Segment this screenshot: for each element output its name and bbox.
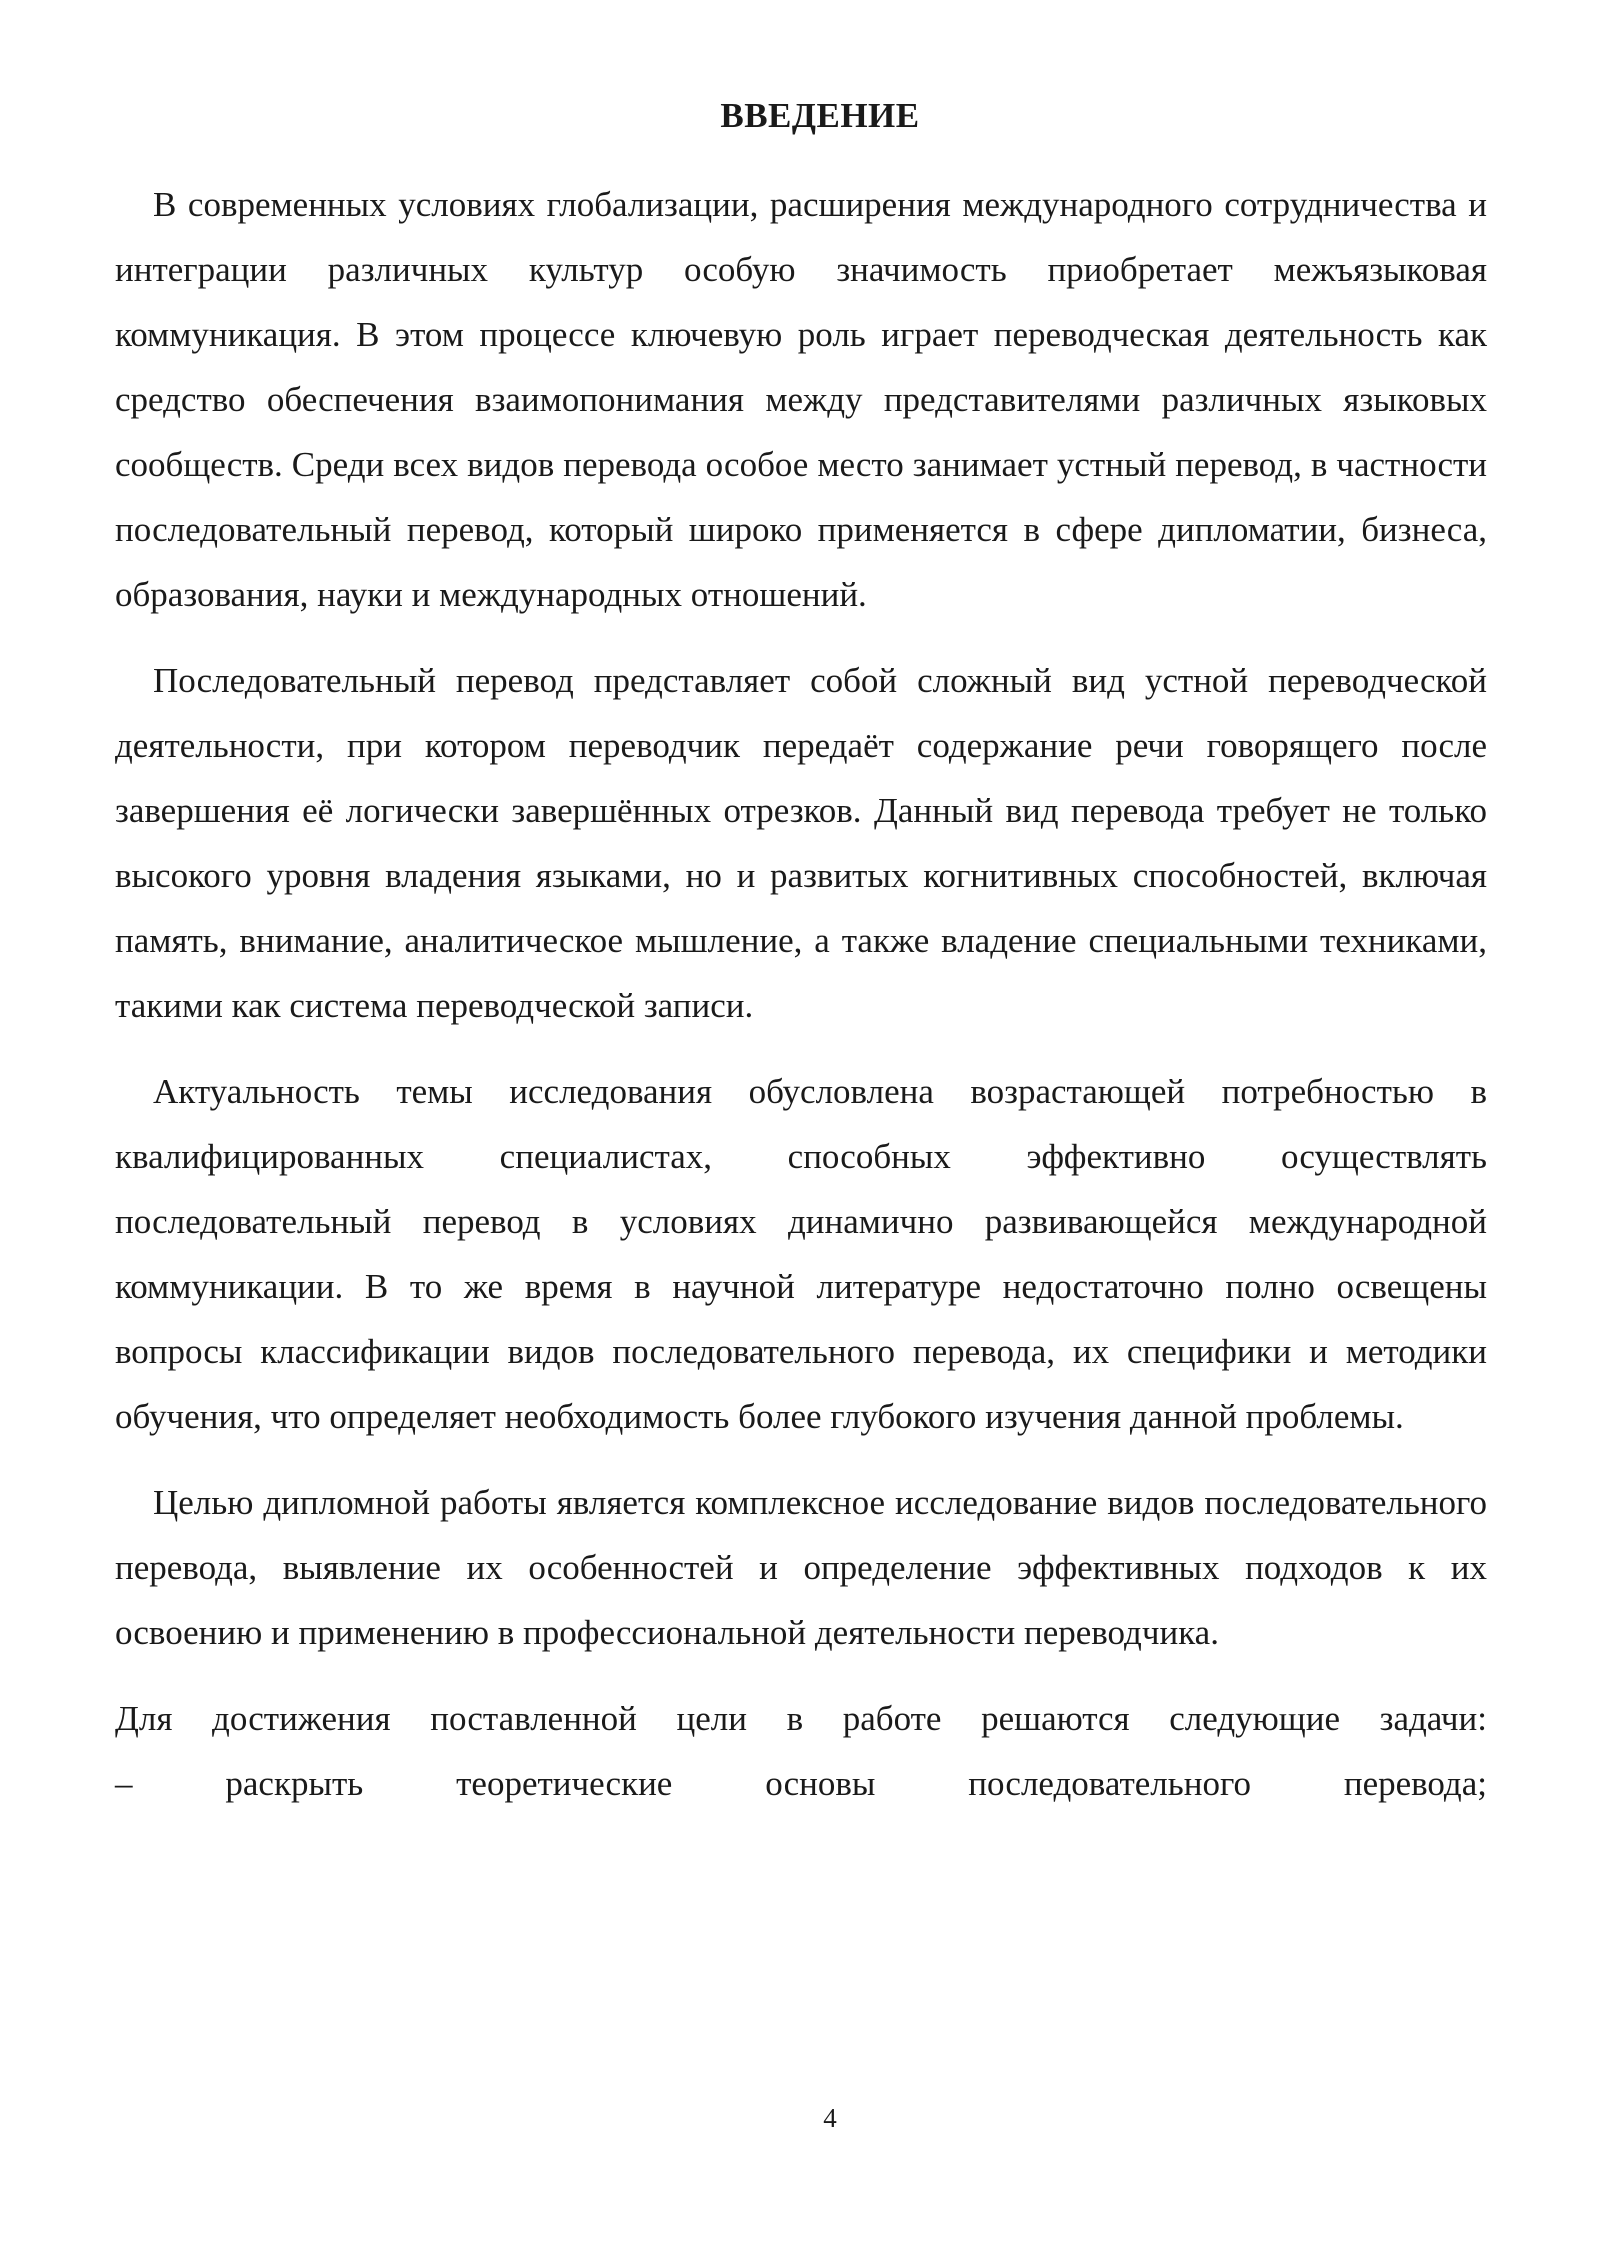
- section-heading: ВВЕДЕНИЕ: [720, 96, 920, 135]
- paragraph-goal: Целью дипломной работы является комплексное исследование видов последовательного перевода, выявление их особенностей и определение эффективных подходов к их освоению и применению в профессиональной деятельности переводчика.: [115, 1483, 1487, 1652]
- paragraph-definition: Последовательный перевод представляет собой сложный вид устной переводческой деятельности, при котором переводчик передаёт содержание речи говорящего после завершения её логически завершённых отрезков. Данный вид перевода требует не только высокого уровня владения языками, но и развитых когнитивных способностей, включая память, внимание, аналитическое мышление, а также владение специальными техниками, такими как система переводческой записи.: [115, 661, 1487, 1025]
- tasks-intro: Для достижения поставленной цели в работе решаются следующие задачи:: [115, 1699, 1487, 1738]
- paragraph-intro: В современных условиях глобализации, расширения международного сотрудничества и интеграции различных культур особую значимость приобретает межъязыковая коммуникация. В этом процессе ключевую роль играет переводческая деятельность как средство обеспечения взаимопонимания между представителями различных языковых сообществ. Среди всех видов перевода особое место занимает устный перевод, в частности последовательный перевод, который широко применяется в сфере дипломатии, бизнеса, образования, науки и международных отношений.: [115, 185, 1487, 614]
- task-item: – раскрыть теоретические основы последовательного перевода;: [115, 1764, 1487, 1803]
- document-body: [115, 172, 1487, 1816]
- page-number: 4: [823, 2103, 837, 2133]
- paragraph-relevance: Актуальность темы исследования обусловлена возрастающей потребностью в квалифицированных специалистах, способных эффективно осуществлять последовательный перевод в условиях динамично развивающейся международной коммуникации. В то же время в научной литературе недостаточно полно освещены вопросы классификации видов последовательного перевода, их специфики и методики обучения, что определяет необходимость более глубокого изучения данной проблемы.: [115, 1072, 1487, 1436]
- paragraph-tasks: [115, 1686, 1487, 1816]
